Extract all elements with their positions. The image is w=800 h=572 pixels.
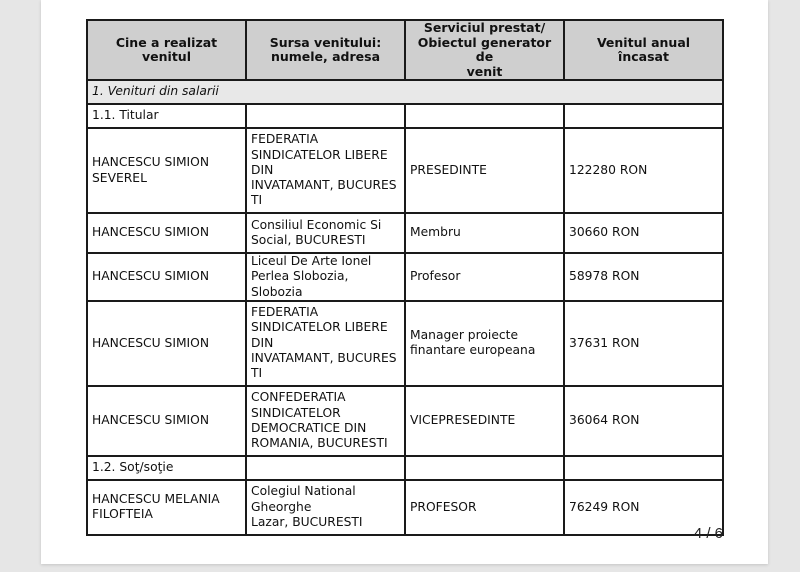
income-cell: 76249 RON	[564, 480, 723, 535]
header-cell: Cine a realizat venitul	[87, 20, 246, 80]
service-cell: Manager proiecte finantare europeana	[405, 301, 564, 386]
earner-cell: HANCESCU MELANIA FILOFTEIA	[87, 480, 246, 535]
service-cell: PROFESOR	[405, 480, 564, 535]
service-cell: Membru	[405, 213, 564, 253]
section-row	[87, 80, 723, 104]
empty-cell	[405, 456, 564, 480]
empty-cell	[564, 104, 723, 128]
earner-cell: HANCESCU SIMION	[87, 253, 246, 301]
empty-cell	[246, 456, 405, 480]
table-row	[87, 253, 723, 301]
header-cell: Venitul anual încasat	[564, 20, 723, 80]
table-row	[87, 213, 723, 253]
document-page	[41, 0, 768, 564]
empty-cell	[246, 104, 405, 128]
source-cell: Colegiul National Gheorghe Lazar, BUCURESTI	[246, 480, 405, 535]
table-row	[87, 386, 723, 456]
source-cell: Liceul De Arte Ionel Perlea Slobozia, Slobozia	[246, 253, 405, 301]
page-indicator: 4 / 6	[693, 525, 723, 542]
source-cell: FEDERATIA SINDICATELOR LIBERE DIN INVATAMANT, BUCURES TI	[246, 128, 405, 213]
income-cell: 37631 RON	[564, 301, 723, 386]
service-cell: Profesor	[405, 253, 564, 301]
header-cell: Sursa venitului: numele, adresa	[246, 20, 405, 80]
income-cell: 122280 RON	[564, 128, 723, 213]
table-row	[87, 301, 723, 386]
subsection-row	[87, 456, 723, 480]
service-cell: VICEPRESEDINTE	[405, 386, 564, 456]
empty-cell	[405, 104, 564, 128]
earner-cell: HANCESCU SIMION	[87, 213, 246, 253]
section-title: 1. Venituri din salarii	[87, 80, 723, 104]
table-row	[87, 128, 723, 213]
empty-cell	[564, 456, 723, 480]
earner-cell: HANCESCU SIMION	[87, 301, 246, 386]
header-row	[87, 20, 723, 80]
source-cell: FEDERATIA SINDICATELOR LIBERE DIN INVATAMANT, BUCURES TI	[246, 301, 405, 386]
earner-cell: HANCESCU SIMION SEVEREL	[87, 128, 246, 213]
subsection-title: 1.1. Titular	[87, 104, 246, 128]
subsection-title: 1.2. Soţ/soţie	[87, 456, 246, 480]
source-cell: CONFEDERATIA SINDICATELOR DEMOCRATICE DIN ROMANIA, BUCURESTI	[246, 386, 405, 456]
income-cell: 36064 RON	[564, 386, 723, 456]
table-row	[87, 480, 723, 535]
income-cell: 58978 RON	[564, 253, 723, 301]
service-cell: PRESEDINTE	[405, 128, 564, 213]
income-table	[86, 19, 724, 536]
header-cell: Serviciul prestat/ Obiectul generator de venit	[405, 20, 564, 80]
subsection-row	[87, 104, 723, 128]
income-cell: 30660 RON	[564, 213, 723, 253]
earner-cell: HANCESCU SIMION	[87, 386, 246, 456]
source-cell: Consiliul Economic Si Social, BUCURESTI	[246, 213, 405, 253]
